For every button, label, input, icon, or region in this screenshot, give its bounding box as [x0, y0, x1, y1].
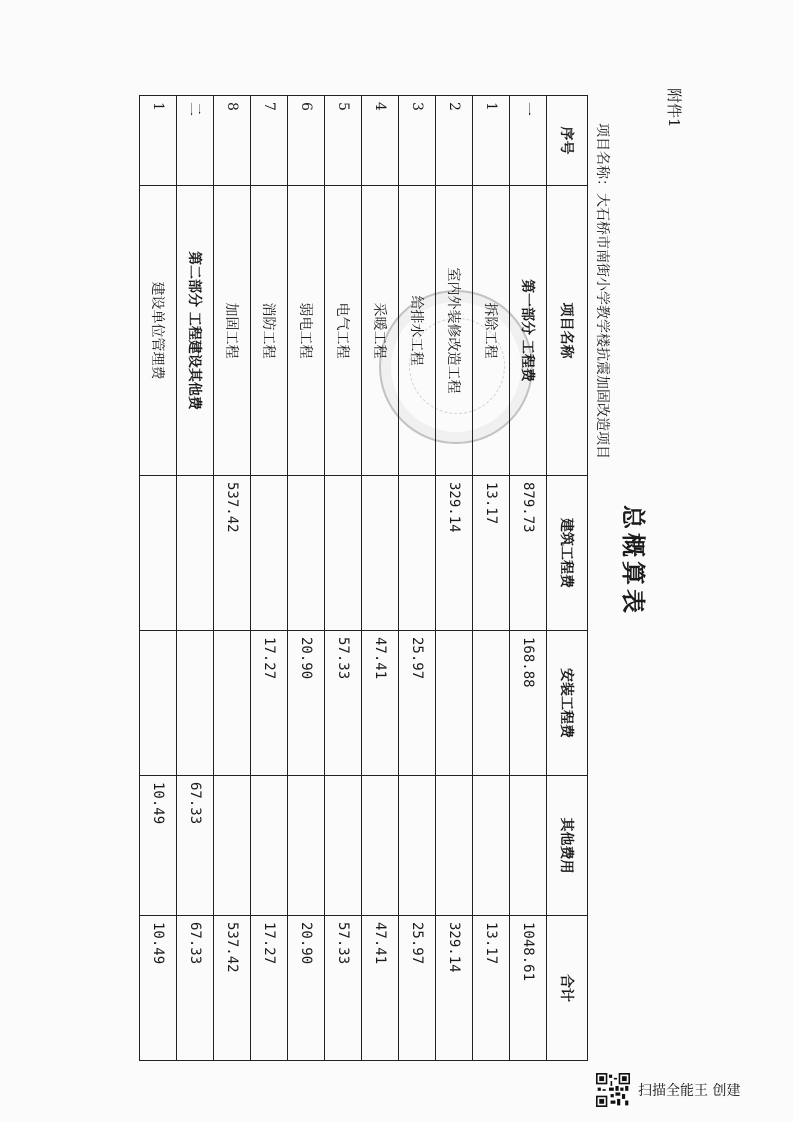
table-row: [214, 96, 251, 1061]
row-construction-cost: 537.42: [214, 476, 251, 631]
table-header-row: [547, 96, 588, 1061]
row-seq: 6: [288, 96, 325, 186]
table-row: [140, 96, 177, 1061]
table-row: [510, 96, 547, 1061]
header-construction: 建筑工程费: [547, 476, 588, 631]
row-construction-cost: 13.17: [473, 476, 510, 631]
row-construction-cost: [288, 476, 325, 631]
row-construction-cost: 329.14: [436, 476, 473, 631]
budget-table: [139, 95, 588, 1061]
row-seq: 2: [436, 96, 473, 186]
row-total: 25.97: [399, 916, 436, 1061]
row-total: 537.42: [214, 916, 251, 1061]
row-other-cost: [325, 776, 362, 916]
table-row: [473, 96, 510, 1061]
row-other-cost: 67.33: [177, 776, 214, 916]
row-installation-cost: 20.90: [288, 631, 325, 776]
row-other-cost: [510, 776, 547, 916]
row-other-cost: 10.49: [140, 776, 177, 916]
row-other-cost: [214, 776, 251, 916]
row-other-cost: [288, 776, 325, 916]
row-other-cost: [362, 776, 399, 916]
row-total: 20.90: [288, 916, 325, 1061]
row-name: 室内外装修改造工程: [436, 186, 473, 476]
table-row: [288, 96, 325, 1061]
row-installation-cost: 57.33: [325, 631, 362, 776]
document-title: 总概算表: [619, 505, 648, 617]
row-name: 拆除工程: [473, 186, 510, 476]
row-seq: 4: [362, 96, 399, 186]
row-total: 57.33: [325, 916, 362, 1061]
row-seq: 一: [510, 96, 547, 186]
row-installation-cost: 25.97: [399, 631, 436, 776]
project-name: 项目名称：大石桥市南街小学教学楼抗震加固改造项目: [594, 123, 610, 459]
table-row: [399, 96, 436, 1061]
row-installation-cost: 47.41: [362, 631, 399, 776]
row-seq: 7: [251, 96, 288, 186]
table-row: [325, 96, 362, 1061]
row-installation-cost: 17.27: [251, 631, 288, 776]
header-other: 其他费用: [547, 776, 588, 916]
row-other-cost: [473, 776, 510, 916]
row-seq: 二: [177, 96, 214, 186]
row-total: 10.49: [140, 916, 177, 1061]
row-seq: 1: [140, 96, 177, 186]
table-row: [251, 96, 288, 1061]
row-total: 67.33: [177, 916, 214, 1061]
scanner-watermark: [596, 1073, 740, 1107]
row-installation-cost: [177, 631, 214, 776]
attachment-label: 附件1: [665, 88, 683, 128]
row-installation-cost: [473, 631, 510, 776]
row-name: 第二部分 工程建设其他费: [177, 186, 214, 476]
header-seq: 序号: [547, 96, 588, 186]
row-total: 17.27: [251, 916, 288, 1061]
header-total: 合计: [547, 916, 588, 1061]
row-total: 329.14: [436, 916, 473, 1061]
table-row: [177, 96, 214, 1061]
row-total: 1048.61: [510, 916, 547, 1061]
row-seq: 8: [214, 96, 251, 186]
row-installation-cost: [436, 631, 473, 776]
row-name: 给排水工程: [399, 186, 436, 476]
row-name: 消防工程: [251, 186, 288, 476]
row-other-cost: [251, 776, 288, 916]
header-name: 项目名称: [547, 186, 588, 476]
row-total: 13.17: [473, 916, 510, 1061]
row-construction-cost: [177, 476, 214, 631]
row-other-cost: [436, 776, 473, 916]
row-construction-cost: [362, 476, 399, 631]
table-row: [436, 96, 473, 1061]
row-total: 47.41: [362, 916, 399, 1061]
row-name: 加固工程: [214, 186, 251, 476]
row-construction-cost: 879.73: [510, 476, 547, 631]
row-construction-cost: [140, 476, 177, 631]
row-construction-cost: [251, 476, 288, 631]
row-name: 弱电工程: [288, 186, 325, 476]
row-construction-cost: [325, 476, 362, 631]
row-construction-cost: [399, 476, 436, 631]
row-installation-cost: [140, 631, 177, 776]
row-other-cost: [399, 776, 436, 916]
row-name: 第一部分 工程费: [510, 186, 547, 476]
row-seq: 3: [399, 96, 436, 186]
row-name: 采暖工程: [362, 186, 399, 476]
row-seq: 1: [473, 96, 510, 186]
qr-code-icon: [596, 1073, 630, 1107]
row-installation-cost: 168.88: [510, 631, 547, 776]
table-row: [362, 96, 399, 1061]
row-name: 建设单位管理费: [140, 186, 177, 476]
scanner-app-label: 扫描全能王 创建: [638, 1083, 741, 1099]
row-seq: 5: [325, 96, 362, 186]
row-name: 电气工程: [325, 186, 362, 476]
header-installation: 安装工程费: [547, 631, 588, 776]
row-installation-cost: [214, 631, 251, 776]
